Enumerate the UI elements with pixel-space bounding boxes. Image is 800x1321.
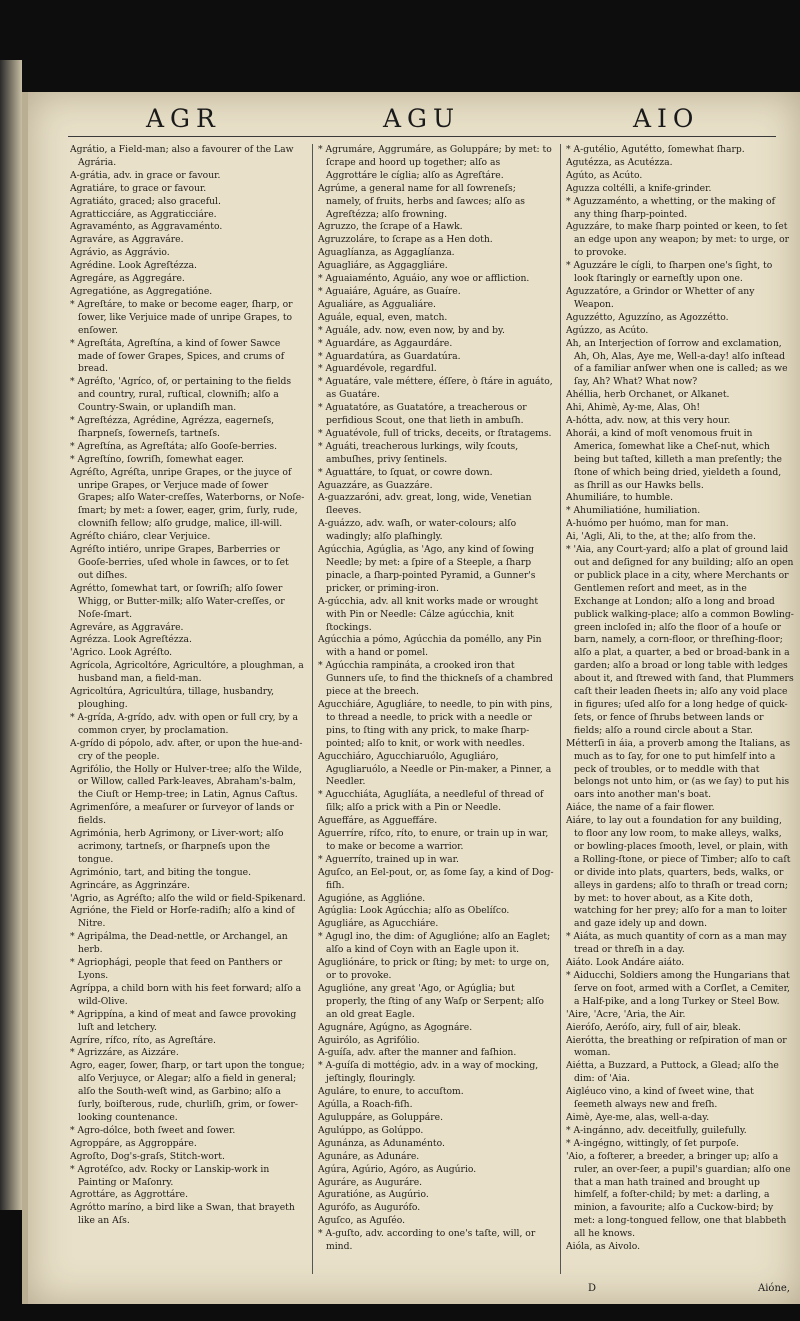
dictionary-entry: * Agugl ino, the dim: of Agugliόne; alſo an Eaglet; alſo a kind of Coyn with an Eagle upon it. — [318, 931, 551, 956]
dictionary-entry: Agríre, rífco, ríto, as Agreſtáre. — [70, 1034, 216, 1046]
dictionary-entry: Aguirólo, as Agrifólio. — [318, 1034, 420, 1046]
dictionary-entry: Agrúme, a general name for all ſowreneſs; namely, of fruits, herbs and ſawces; alſo as Agreſtézza; alſo frowning. — [318, 182, 526, 220]
dictionary-entry: * Agúcchia rampináta, a crooked iron that Gunners uſe, to find the thickneſs of a chambred piece at the breech. — [318, 660, 553, 698]
dictionary-entry: * Aguatáre, vale méttere, éſſere, ò ſtáre in aguáto, as Guatáre. — [318, 376, 553, 401]
dictionary-entry: 'Aire, 'Acre, 'Aria, the Air. — [566, 1008, 686, 1020]
dictionary-entry: Agugliόne, any great 'Ago, or Agúglia; but properly, the ſting of any Waſp or Serpent; alſo an old great Eagle. — [318, 982, 544, 1020]
dictionary-entry: A-huómo per huómo, man for man. — [566, 518, 729, 530]
dictionary-entry: * Aiáta, as much quantity of corn as a man may tread or threſh in a day. — [566, 931, 787, 956]
dictionary-entry: * A-guſto, adv. according to one's taſte, will, or mind. — [318, 1228, 536, 1253]
header-rule — [68, 136, 776, 137]
dictionary-entry: * Aguaiáre, Aguáre, as Guaíre. — [318, 285, 461, 297]
dictionary-entry: Agueffáre, as Aggueffáre. — [318, 815, 438, 827]
dictionary-entry: Aguratióne, as Augúrio. — [318, 1189, 429, 1201]
dictionary-entry: Agregatióne, as Aggregatióne. — [70, 285, 213, 297]
dictionary-entry: * Agrumáre, Aggrumáre, as Goluppáre; by met: to ſcrape and hoord up together; alſo as Aggrottáre le cíglia; alſo as Agreſtáre. — [318, 144, 552, 181]
dictionary-entry: Aigléuco vino, a kind of ſweet wine, that ſeemeth always new and freſh. — [566, 1086, 754, 1111]
dictionary-entry: * Agreſtáta, Agreſtína, a kind of ſower Sawce made of ſower Grapes, Spices, and crums of bread. — [70, 337, 285, 375]
dictionary-entry: Agréſto, Agréſta, unripe Grapes, or the juyce of unripe Grapes, or Verjuce made of ſower Grapes; alſo Water-creſſes, Waterborns, or Noſe-ſmart; by met: a ſower, eager, grim, ſurly, rude, clowniſh fellow; alſo grudge, malice, ill-will. — [70, 466, 305, 530]
dictionary-entry: * Agréſto, 'Agríco, of, or pertaining to the fields and country, rural, ruſtical, clowniſh; alſo a Country-Swain, or uplandiſh man. — [70, 376, 292, 414]
dictionary-entry: * Aguardévole, regardful. — [318, 363, 437, 375]
dictionary-entry: * Aguále, adv. now, even now, by and by. — [318, 324, 505, 336]
catchword: Aióne, — [758, 1283, 790, 1294]
dictionary-entry: Ahi, Ahimè, Ay-me, Alas, Oh! — [566, 402, 701, 414]
dictionary-entry: Ahumiliáre, to humble. — [566, 492, 674, 504]
dictionary-entry: 'Agrio, as Agréſto; alſo the wild or field-Spikenard. — [70, 892, 306, 904]
dictionary-entry: Agucchiáre, Agugliáre, to needle, to pin with pins, to thread a needle, to prick with a needle or pins, to ſting with any prick, to make ſharp-pointed; alſo to knit, or work with needles. — [318, 698, 553, 749]
dictionary-entry: Agrátio, a Field-man; also a favourer of the Law Agrária. — [70, 144, 294, 168]
dictionary-entry: Agrícola, Agricoltóre, Agricultóre, a ploughman, a husband man, a field-man. — [70, 660, 304, 685]
dictionary-entry: Ah, an Interjection of ſorrow and exclamation, Ah, Oh, Alas, Aye me, Well-a-day! alſo inſtead of a familiar anſwer when one is called; as we ſay, Ah? What? What now? — [566, 337, 788, 388]
dictionary-entry: * Agrippína, a kind of meat and ſawce provoking luſt and letchery. — [70, 1008, 297, 1033]
dictionary-entry: Agrincáre, as Aggrinzáre. — [70, 879, 190, 891]
dictionary-entry: * Aguzzáre le cígli, to ſharpen one's ſight, to look ſtaringly or earneſtly upon one. — [566, 260, 773, 285]
dictionary-entry: A-hótta, adv. now, at this very hour. — [566, 415, 731, 427]
dictionary-entry: Agunáre, as Adunáre. — [318, 1150, 420, 1162]
dictionary-entry: Agugliónáre, to prick or ſting; by met: to urge on, or to provoke. — [318, 957, 550, 981]
dictionary-entry: Aiáre, to lay out a foundation for any building, to floor any low room, to make alleys, walks, or bowling-places ſmooth, level, or plain, with a Rolling-ſtone, or piece of Timber; alſo to caſt or divide into plats, quarters, beds, walks, or alleys in gardens; alſo to thraſh or tread corn; by met: to hover about, as a Kite doth, watching for her prey; alſo for a man to loiter and gaze idely up and down. — [566, 815, 791, 930]
dictionary-entry: A-guázzo, adv. waſh, or water-colours; alſo wadingly; alſo plaſhingly. — [318, 518, 517, 543]
dictionary-entry: * Agreſtáre, to make or become eager, ſharp, or ſower, like Verjuice made of unripe Grapes, to enſower. — [70, 298, 293, 336]
dictionary-entry: Agrimónio, tart, and biting the tongue. — [70, 866, 252, 878]
header-center: AGU — [383, 104, 461, 133]
dictionary-entry: A-guazzaróni, adv. great, long, wide, Venetian ſleeves. — [318, 492, 532, 517]
dictionary-entry: Agualiáre, as Aggualiáre. — [318, 298, 436, 310]
dictionary-entry: * Aguardatúra, as Guardatúra. — [318, 350, 461, 362]
dictionary-entry: Agrióne, the Field or Horſe-radiſh; alſo a kind of Nitre. — [70, 905, 295, 930]
dictionary-entry: Aguráre, as Auguráre. — [318, 1176, 423, 1188]
dictionary-entry: Agrótto maríno, a bird like a Swan, that brayeth like an Aſs. — [70, 1202, 295, 1227]
dictionary-entry: Agréſto intiéro, unripe Grapes, Barberries or Gooſe-berries, uſed whole in ſawces, or to ſet out diſhes. — [70, 544, 289, 581]
dictionary-entry: Agratticciáre, as Aggraticciáre. — [70, 208, 217, 220]
dictionary-entry: Aguaglíanza, as Aggaglíanza. — [318, 247, 455, 259]
dictionary-entry: * A-ingánno, adv. deceitfully, guilefully. — [566, 1124, 747, 1136]
dictionary-entry: Aiáto. Look Andáre aiáto. — [566, 957, 685, 969]
dictionary-entry: 'Agrico. Look Agréſto. — [70, 647, 173, 659]
dictionary-entry: Agricoltúra, Agricultúra, tillage, husbandry, ploughing. — [70, 686, 275, 710]
dictionary-entry: Aguláre, to enure, to accuſtom. — [318, 1086, 464, 1098]
dictionary-entry: Agugliáre, as Agucchiáre. — [318, 918, 439, 930]
dictionary-entry: Agregáre, as Aggregáre. — [70, 273, 185, 285]
dictionary-entry: Aierótta, the breathing or reſpiration of man or woman. — [566, 1034, 787, 1059]
dictionary-entry: * Aguaiaménto, Aguáio, any woe or affliction. — [318, 273, 530, 285]
dictionary-entry: Agulúppo, as Golúppo. — [318, 1124, 424, 1136]
dictionary-entry: Aimè, Aye-me, alas, well-a-day. — [566, 1111, 710, 1123]
dictionary-entry: Agraváre, as Aggraváre. — [70, 234, 184, 246]
dictionary-entry: * Aguatévole, full of tricks, deceits, or ſtratagems. — [318, 427, 552, 439]
dictionary-entry: * Agro-dólce, both ſweet and ſower. — [70, 1124, 236, 1136]
dictionary-entry: Agurófo, as Augurófo. — [318, 1202, 421, 1214]
column-divider — [312, 144, 313, 1274]
dictionary-entry: Aguzzatóre, a Grindor or Whetter of any Weapon. — [566, 285, 755, 310]
dictionary-entry: Métterſi in áia, a proverb among the Italians, as much as to ſay, for one to put himſelf into a peck of troubles, or to meddle with that belongs not unto him, or (as we ſay) to put his oars into another man's boat. — [566, 737, 791, 801]
dictionary-entry: Agúcchia a pómo, Agúcchia da poméllo, any Pin with a hand or pomel. — [318, 634, 542, 659]
dictionary-entry: Agúzzo, as Acúto. — [566, 324, 649, 336]
dictionary-entry: Aguſco, an Eel-pout, or, as ſome ſay, a kind of Dog-fiſh. — [318, 866, 554, 891]
dictionary-entry: Agrézza. Look Agreſtézza. — [70, 634, 192, 646]
dictionary-entry: Agúcchia, Agúglia, as 'Ago, any kind of ſowing Needle; by met: a ſpire of a Steeple, a ſharp pinacle, a ſharp-pointed Pyramid, a Gunner's pricker, or priming-iron. — [318, 544, 536, 594]
dictionary-entry: * Aguáti, treacherous lurkings, wily ſcouts, ambuſhes, privy ſentinels. — [318, 440, 519, 465]
dictionary-entry: Agunánza, as Adunaménto. — [318, 1137, 445, 1149]
dictionary-entry: Agratiáre, to grace or favour. — [70, 182, 207, 194]
dictionary-entry: Agrávio, as Aggrávio. — [70, 247, 170, 259]
dictionary-entry: * Aguatatóre, as Guatatóre, a treacherous or perfidious Scout, one that lieth in ambuſh. — [318, 402, 527, 427]
dictionary-entry: Agrédine. Look Agreſtézza. — [70, 260, 197, 272]
dictionary-entry: * Agripálma, the Dead-nettle, or Archangel, an herb. — [70, 931, 288, 956]
dictionary-entry: Agucchiáro, Agucchiaruólo, Agugliáro, Agugliaruólo, a Needle or Pin-maker, a Pinner, a Needler. — [318, 750, 552, 788]
dictionary-entry: * Agriophági, people that feed on Panthers or Lyons. — [70, 957, 283, 981]
dictionary-entry: Agroſto, Dog's-graſs, Stitch-wort. — [70, 1150, 225, 1162]
dictionary-entry: Ahéllia, herb Orchanet, or Alkanet. — [566, 389, 730, 401]
dictionary-entry: Agreváre, as Aggraváre. — [70, 621, 184, 633]
dictionary-entry: Agrottáre, as Aggrottáre. — [70, 1189, 189, 1201]
dictionary-entry: * A-grída, A-grído, adv. with open or full cry, by a common cryer, by proclamation. — [70, 711, 298, 736]
dictionary-entry: A-gúcchia, adv. all knit works made or wrought with Pin or Needle: Cálze agúcchia, knit ſtockings. — [318, 595, 539, 633]
dictionary-entry: Aguagliáre, as Aggaggliáre. — [318, 260, 448, 272]
dictionary-entry: * A-gutélio, Agutétto, ſomewhat ſharp. — [566, 144, 745, 155]
dictionary-entry: Agruzzoláre, to ſcrape as a Hen doth. — [318, 234, 493, 246]
dictionary-entry: Agrétto, ſomewhat tart, or ſowriſh; alſo ſower Whigg, or Butter-milk; alſo Water-creſſes, or Noſe-ſmart. — [70, 582, 285, 620]
column-divider — [560, 144, 561, 1274]
dictionary-entry: Agrimenſóre, a meaſurer or ſurveyor of lands or fields. — [70, 802, 294, 827]
dictionary-entry: Agratiáto, graced; also graceful. — [70, 195, 221, 207]
dictionary-entry: Agríppa, a child born with his feet forward; alſo a wild-Olive. — [70, 982, 302, 1007]
dictionary-entry: * Agrizzáre, as Aizzáre. — [70, 1047, 179, 1059]
dictionary-entry: * Ahumiliatióne, humiliation. — [566, 505, 701, 517]
dictionary-entry: Aiétta, a Buzzard, a Puttock, a Glead; alſo the dim: of 'Aia. — [566, 1060, 779, 1085]
dictionary-entry: Aguále, equal, even, match. — [318, 311, 448, 323]
dictionary-entry: * Agreſtíno, ſowriſh, ſomewhat eager. — [70, 453, 244, 465]
dictionary-entry: * Agucchiáta, Aguglíáta, a needleful of thread of ſilk; alſo a prick with a Pin or Needle. — [318, 789, 544, 814]
dictionary-entry: Aguſco, as Aguſéo. — [318, 1215, 406, 1227]
dictionary-entry: Agruzzo, the ſcrape of a Hawk. — [318, 221, 463, 233]
dictionary-entry: * Agreſtína, as Agreſtáta; alſo Gooſe-berries. — [70, 440, 278, 452]
book-spine — [0, 60, 22, 1210]
dictionary-entry: Agro, eager, ſower, ſharp, or tart upon the tongue; alſo Verjuyce, or Alegar; alſo a field in general; alſo the South-weſt wind, as Garbino; alſo a ſurly, boiſterous, rude, churliſh, grim, or ſower-looking countenance. — [70, 1060, 305, 1123]
column-right — [566, 144, 794, 1284]
header-left: AGR — [146, 104, 221, 133]
running-headers — [28, 100, 800, 140]
dictionary-entry: 'Aio, a foſterer, a breeder, a bringer up; alſo a ruler, an over-ſeer, a pupil's guardian; alſo one that a man hath trained and brought up himſelf, a foſter-child; by met: a darling, a minion, a favourite; alſo a Cuckow-bird; by met: a long-tongued fellow, one that blabbeth all he knows. — [566, 1150, 791, 1240]
dictionary-entry: Agúra, Agúrio, Agóro, as Augúrio. — [318, 1163, 477, 1175]
dictionary-entry: Agrifólio, the Holly or Hulver-tree; alſo the Wilde, or Willow, called Park-leaves, Abraham's-balm, the Ciuſt or Hemp-tree; in Latin, Agnus Caſtus. — [70, 763, 302, 801]
dictionary-entry: Agutézza, as Acutézza. — [566, 156, 673, 168]
dictionary-entry: * Agreſtézza, Agrédine, Agrézza, eagerneſs, ſharpneſs, ſowerneſs, tartneſs. — [70, 415, 275, 439]
dictionary-entry: Agréſto chiáro, clear Verjuice. — [70, 531, 211, 543]
dictionary-entry: Agugnáre, Agúgno, as Agognáre. — [318, 1021, 473, 1033]
dictionary-entry: * 'Aia, any Court-yard; alſo a plat of ground laid out and deſigned for any building; alſo an open or publick place in a city, where Merchants or Gentlemen reſort and meet, as in the Exchange at London; alſo a long and broad publick walking-place; alſo a common Bowling-green incloſed in; alſo the floor of a houſe or barn, namely, a corn-floor, or threſhing-floor; alſo a plat, a quarter, a bed or broad-bank in a garden; alſo a broad or long table with ledges about it, and ſtrewed with ſand, that Plummers caſt their leaden ſheets in; alſo any void place in figures; uſed alſo for a long hedge of quick-ſets, or fence of ſhrubs between lands or fields; alſo a round circle about a Star. — [566, 544, 794, 736]
dictionary-entry: A-guíſa, adv. after the manner and faſhion. — [318, 1047, 517, 1059]
dictionary-entry: * A-guíſa di mottégio, adv. in a way of mocking, jeſtingly, flouringly. — [318, 1060, 539, 1085]
dictionary-entry: * Aguattáre, to ſquat, or cowre down. — [318, 466, 493, 478]
dictionary-entry: * Aiducchi, Soldiers among the Hungarians that ſerve on foot, armed with a Corſlet, a Cemiter, a Half-pike, and a long Turkey or Steel Bow. — [566, 970, 790, 1007]
dictionary-entry: Aguerríre, rífco, ríto, to enure, or train up in war, to make or become a warrior. — [318, 828, 549, 852]
signature-mark: D — [588, 1283, 597, 1294]
header-right: AIO — [633, 104, 700, 133]
dictionary-entry: Agroppáre, as Aggroppáre. — [70, 1137, 197, 1149]
dictionary-entry: Agravaménto, as Aggravaménto. — [70, 221, 223, 233]
dictionary-entry: * Aguerríto, trained up in war. — [318, 853, 459, 865]
dictionary-entry: Agúto, as Acúto. — [566, 169, 643, 181]
dictionary-entry: * A-ingégno, wittingly, of ſet purpoſe. — [566, 1137, 739, 1149]
dictionary-entry: Aguzzétto, Aguzzíno, as Agozzétto. — [566, 311, 729, 323]
dictionary-entry: * Agrotéſco, adv. Rocky or Lanskip-work in Painting or Maſonry. — [70, 1163, 270, 1188]
dictionary-entry: A-grátia, adv. in grace or favour. — [70, 169, 221, 181]
dictionary-entry: Aguazzáre, as Guazzáre. — [318, 479, 433, 491]
column-center — [318, 144, 554, 1284]
dictionary-entry: Agrimónia, herb Agrimony, or Liver-wort; alſo acrimony, tartneſs, or ſharpneſs upon the tongue. — [70, 828, 284, 865]
dictionary-entry: Aguluppáre, as Goluppáre. — [318, 1111, 444, 1123]
dictionary-entry: Aieróſo, Aeróſo, airy, full of air, bleak. — [566, 1021, 741, 1033]
dictionary-entry: * Aguardáre, as Aggaurdáre. — [318, 337, 453, 349]
dictionary-entry: Ai, 'Agli, Ali, to the, at the; alſo from the. — [566, 531, 756, 543]
dictionary-entry: Aguzza coltélli, a knife-grinder. — [566, 182, 712, 194]
dictionary-entry: Aiáce, the name of a fair flower. — [566, 802, 715, 814]
dictionary-entry: A-grído di pópolo, adv. after, or upon the hue-and-cry of the people. — [70, 737, 303, 762]
column-left — [70, 144, 306, 1284]
dictionary-entry: * Aguzzaménto, a whetting, or the making of any thing ſharp-pointed. — [566, 195, 775, 220]
dictionary-entry: Aguzzáre, to make ſharp pointed or keen, to ſet an edge upon any weapon; by met: to urge, or to provoke. — [566, 221, 790, 259]
dictionary-entry: Aióla, as Aivolo. — [566, 1241, 640, 1253]
dictionary-entry: Agúlla, a Roach-fiſh. — [318, 1099, 413, 1111]
dictionary-entry: Agúglia: Look Agúcchia; alſo as Obelíſco. — [318, 905, 510, 917]
dictionary-page — [22, 92, 800, 1304]
dictionary-entry: Agugióne, as Agglióne. — [318, 892, 426, 904]
dictionary-entry: Ahorái, a kind of moſt venomous fruit in America, ſomewhat like a Cheſ-nut, which being but taſted, killeth a man preſently; the ſtone of which being dried, yieldeth a ſound, as ſhrill as our Hawks bells. — [566, 427, 782, 491]
